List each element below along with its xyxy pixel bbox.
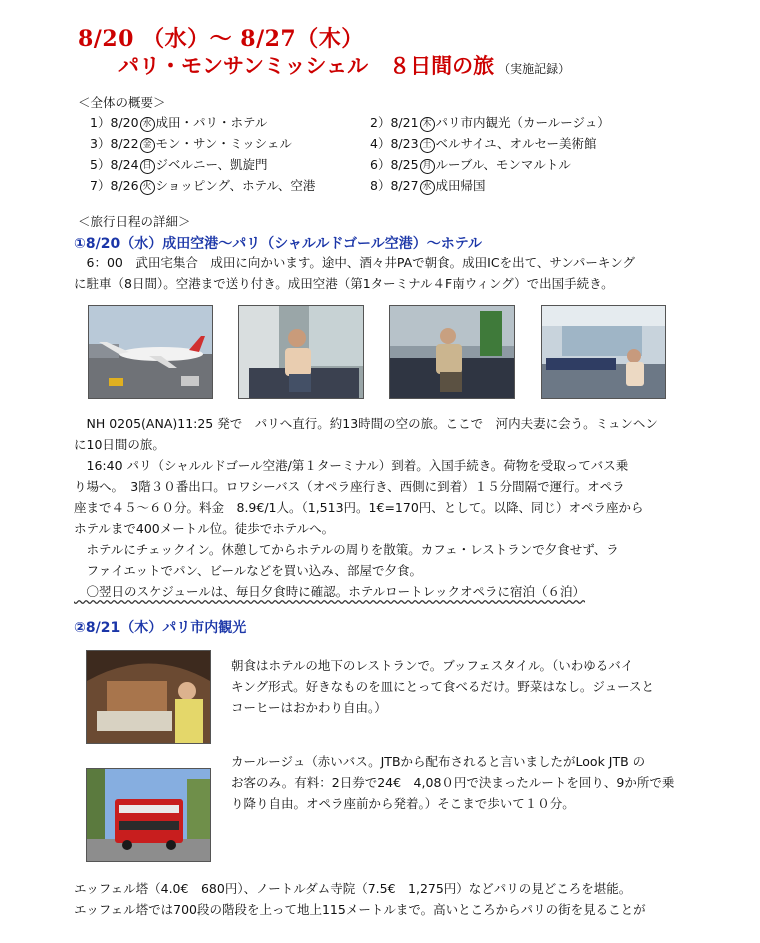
overview-item	[90, 134, 292, 153]
overview-item	[370, 113, 610, 132]
airport-plane-photo	[88, 305, 213, 399]
overview-item-text: パリ市内観光（カールージュ）	[435, 115, 610, 130]
seated-traveler-photo	[238, 305, 364, 399]
overview-item-date: 6）8/25	[370, 157, 419, 172]
trip-date-title: 8/20 （水）～ 8/27（木）	[78, 26, 364, 52]
paragraph-line: カールージュ（赤いバス。JTBから配布されると言いましたがLook JTB の	[231, 754, 646, 769]
weekday-circle: 木	[420, 117, 435, 132]
overview-item	[370, 134, 597, 153]
day2-heading: ②8/21（木）パリ市内観光	[74, 620, 247, 636]
overview-item	[90, 113, 267, 132]
paragraph-line: 座まで４５～６０分。料金 8.9€/1人。（1,513円。1€=170円、として。以降、同じ）オペラ座から	[74, 500, 644, 515]
lounge-traveler-photo	[389, 305, 515, 399]
overview-item-date: 5）8/24	[90, 157, 139, 172]
day1-heading: ①8/20（水）成田空港～パリ（シャルルドゴール空港）～ホテル	[74, 236, 483, 252]
overview-item-text: モン・サン・ミッシェル	[155, 136, 292, 151]
paragraph-line: ホテルにチェックイン。休憩してからホテルの周りを散策。カフェ・レストランで夕食せず、ラ	[74, 542, 619, 557]
paragraph-line: エッフェル塔（4.0€ 680円）、ノートルダム寺院（7.5€ 1,275円）などパリの見どころを堪能。	[74, 881, 632, 896]
weekday-circle: 水	[140, 117, 155, 132]
carrouge-bus-text	[231, 751, 674, 814]
weekday-circle: 土	[420, 138, 435, 153]
departure-gate-photo	[541, 305, 666, 399]
paragraph-line: ホテルまで400メートル位。徒歩でホテルへ。	[74, 521, 335, 536]
paragraph-line: り降り自由。オペラ座前から発着。）そこまで歩いて１０分。	[231, 796, 575, 811]
schedule-note: 〇翌日のスケジュールは、毎日夕食時に確認。ホテルロートレックオペラに宿泊（６泊）	[74, 584, 586, 599]
overview-item-date: 3）8/22	[90, 136, 139, 151]
paragraph-line: NH 0205(ANA)11:25 発で パリへ直行。約13時間の空の旅。ここで 河内夫妻に会う。ミュンヘン	[74, 416, 658, 431]
weekday-circle: 金	[140, 138, 155, 153]
paragraph-line: に駐車（8日間）。空港まで送り付き。成田空港（第1ターミナル４F南ウィング）で出国手続き。	[74, 276, 614, 291]
overview-item	[90, 176, 315, 195]
paragraph-line: 6：00 武田宅集合 成田に向かいます。途中、酒々井PAで朝食。成田ICを出て、サンパーキング	[74, 255, 635, 270]
overview-item-text: ショッピング、ホテル、空港	[155, 178, 316, 193]
paragraph-line: エッフェル塔では700段の階段を上って地上115メートルまで。高いところからパリの街を見ることが	[74, 902, 646, 917]
overview-item-text: 成田帰国	[435, 178, 486, 193]
overview-item-text: ルーブル、モンマルトル	[435, 157, 571, 172]
detail-label: ＜旅行日程の詳細＞	[78, 214, 191, 229]
overview-item-date: 8）8/27	[370, 178, 419, 193]
day1-intro	[74, 252, 635, 294]
overview-item-text: ジベルニー、凱旋門	[155, 157, 268, 172]
overview-item-date: 7）8/26	[90, 178, 139, 193]
sightseeing-text	[74, 878, 646, 920]
overview-item-text: 成田・パリ・ホテル	[155, 115, 268, 130]
weekday-circle: 火	[140, 180, 155, 195]
overview-item	[370, 176, 486, 195]
overview-item-text: ベルサイユ、オルセー美術館	[435, 136, 597, 151]
overview-item-date: 2）8/21	[370, 115, 419, 130]
weekday-circle: 水	[420, 180, 435, 195]
paragraph-line: に10日間の旅。	[74, 437, 165, 452]
hotel-breakfast-photo	[86, 650, 211, 744]
overview-item-date: 1）8/20	[90, 115, 139, 130]
weekday-circle: 日	[140, 159, 155, 174]
paragraph-line: り場へ。 3階３０番出口。ロワシーバス（オペラ座行き、西側に到着）１５分間隔で運行。オペラ	[74, 479, 625, 494]
weekday-circle: 月	[420, 159, 435, 174]
trip-record-subtitle: （実施記録）	[498, 62, 571, 76]
overview-item-date: 4）8/23	[370, 136, 419, 151]
trip-name-title	[118, 50, 570, 80]
trip-name-text: パリ・モンサンミッシェル ８日間の旅	[118, 54, 495, 78]
overview-item	[370, 155, 571, 174]
red-tour-bus-photo	[86, 768, 211, 862]
overview-item	[90, 155, 268, 174]
overview-label: ＜全体の概要＞	[78, 95, 166, 110]
paragraph-line: 16:40 パリ（シャルルドゴール空港/第１ターミナル）到着。入国手続き。荷物を受取ってバス乗	[74, 458, 629, 473]
paragraph-line: キング形式。好きなものを皿にとって食べるだけ。野菜はなし。ジュースと	[231, 679, 655, 694]
paragraph-line: ファイエットでパン、ビールなどを買い込み、部屋で夕食。	[74, 563, 423, 578]
paragraph-line: お客のみ。有料：2日券で24€ 4,08０円で決まったルートを回り、9か所で乗	[231, 775, 675, 790]
day1-body	[74, 413, 658, 602]
breakfast-text	[231, 655, 654, 718]
paragraph-line: コーヒーはおかわり自由。）	[231, 700, 387, 715]
paragraph-line: 朝食はホテルの地下のレストランで。ブッフェスタイル。（いわゆるバイ	[231, 658, 634, 673]
